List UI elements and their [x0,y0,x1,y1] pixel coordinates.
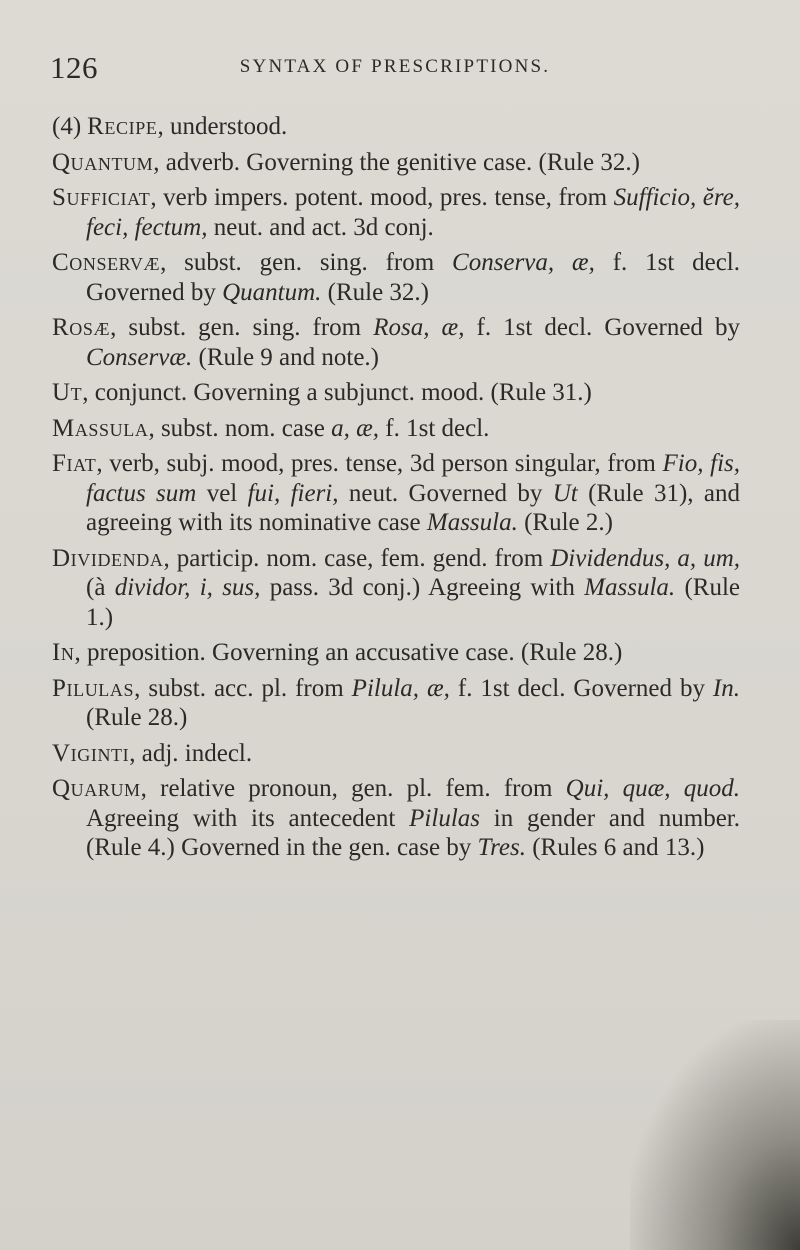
entry-text: , adj. indecl. [129,739,253,767]
entry-italic: Rosa, æ, [373,314,465,341]
entry-text: (Rules 6 and 13.) [525,834,705,861]
entry-text: , preposition. Governing an accusative case. (Rule 28.) [74,639,623,666]
entry-viginti [52,739,740,769]
entry-italic: Pilulas [409,804,480,832]
entry-term: Recipe [87,113,158,140]
entry-text: (Rule 2.) [517,509,613,536]
entry-text: pass. 3d conj.) Agreeing with [260,574,585,601]
entry-text: , particip. nom. case, fem. gend. from [163,544,551,572]
entry-sufficiat [52,183,740,242]
entry-text: (Rule 32.) [321,278,430,306]
entry-term: Quarum [52,775,141,802]
entry-fiat [52,449,740,538]
entry-quantum [52,148,740,178]
entry-italic: a, æ, [331,414,380,442]
entry-italic: In. [712,674,740,702]
entry-text: (Rule 31), and agreeing with its nominative case [86,479,740,536]
entry-text: , verb impers. potent. mood, pres. tense, from [150,184,614,211]
entry-italic: Qui, quæ, quod. [565,775,740,802]
entry-term: Ut [52,379,83,406]
entry-italic: Conservæ. [86,343,193,371]
entry-term: Fiat [52,450,97,477]
entry-text: f. 1st decl. Governed by [449,674,713,702]
running-head: SYNTAX OF PRESCRIPTIONS. [239,56,551,77]
page-header [50,50,740,84]
entry-italic: Pilula, æ, [351,674,450,702]
entry-term: Massula [52,414,149,442]
entry-text: , conjunct. Governing a subjunct. mood. (Rule 31.) [82,379,592,406]
entry-italic: Massula. [584,574,676,601]
entry-text: , subst. gen. sing. from [160,249,453,276]
entry-conservae [52,248,740,307]
entry-text: f. 1st decl. Governed by [86,249,741,306]
entry-italic: Quantum. [222,278,322,306]
entry-italic: Massula. [426,509,518,536]
entry-text: Agreeing with its antecedent [86,804,410,832]
entry-massula [52,414,740,444]
entry-term: In [52,639,75,666]
entry-text: f. 1st decl. [379,414,490,442]
entry-italic: Fio, fis, factus sum [86,450,740,507]
entry-text: (à [86,574,115,601]
entry-italic: fui, fieri, [247,479,339,507]
entry-ut [52,378,740,408]
entry-pilulas [52,674,740,733]
entry-text: f. 1st decl. Governed by [464,314,740,341]
entry-text: (Rule 28.) [86,704,188,731]
entry-italic: Sufficio, ĕre, feci, fectum, [86,184,740,241]
parsing-list [52,112,740,869]
entry-recipe [52,112,740,142]
entry-text: , understood. [157,113,288,140]
entry-text: , relative pronoun, gen. pl. fem. from [140,775,566,802]
entry-text: in gender and number. (Rule 4.) Governed in the gen. case by [86,804,740,861]
entry-term: Sufficiat [52,184,151,211]
entry-text: , subst. acc. pl. from [134,674,352,702]
entry-term: Conservæ [52,249,161,276]
entry-italic: Tres. [477,834,526,861]
entry-text: neut. and act. 3d conj. [207,213,434,241]
entry-in [52,638,740,668]
entry-text: , adverb. Governing the genitive case. (Rule 32.) [153,148,640,176]
entry-text: neut. Governed by [338,479,553,507]
entry-italic: dividor, i, sus, [114,574,261,601]
entry-italic: Dividendus, a, um, [550,544,741,572]
entry-text: (Rule 9 and note.) [192,343,380,371]
entry-term: Rosæ [52,314,111,341]
entry-term: Viginti [52,739,130,767]
entry-text: , verb, subj. mood, pres. tense, 3d person singular, from [96,450,663,477]
entry-text: , subst. gen. sing. from [110,314,374,341]
entry-text: , subst. nom. case [148,414,332,442]
entry-term: Dividenda [52,544,164,572]
entry-italic: Ut [552,479,578,507]
entry-dividenda [52,544,740,633]
entry-quarum [52,774,740,863]
entry-number: (4) [52,113,82,140]
entry-text: vel [196,479,248,507]
entry-term: Quantum [52,148,154,176]
page-number: 126 [50,50,98,85]
entry-term: Pilulas [52,674,135,702]
entry-text: (Rule 1.) [86,574,740,631]
corner-shadow [630,1020,800,1250]
entry-italic: Conserva, æ, [452,249,595,276]
entry-rosae [52,313,740,372]
